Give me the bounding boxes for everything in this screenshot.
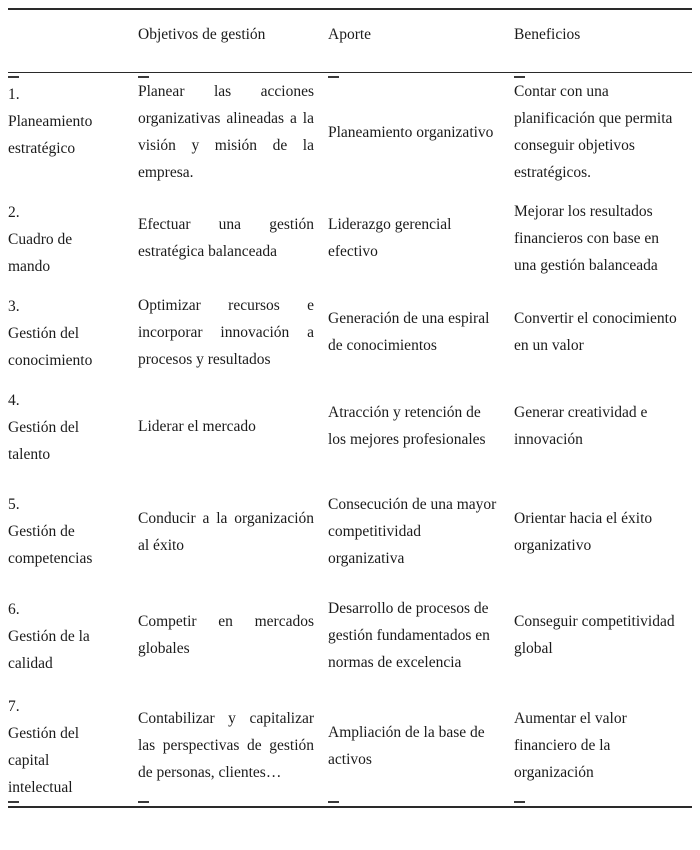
cell-beneficios: Aumentar el valor financiero de la organización: [514, 685, 692, 807]
cell-beneficios: Orientar hacia el éxito organizativo: [514, 509, 653, 554]
cell-beneficios: Contar con una planificación que permita conseguir objetivos estratégicos.: [514, 83, 673, 181]
cell-beneficios: Conseguir competitividad global: [514, 613, 675, 657]
cell-objetivos: Efectuar una gestión estratégica balanceada: [138, 216, 314, 260]
table-row: [8, 379, 692, 473]
cell-beneficios: Mejorar los resultados financieros con base en una gestión balanceada: [514, 202, 660, 274]
cell-objetivos: Planear las acciones organizativas alineadas a la visión y misión de la empresa.: [138, 83, 314, 181]
cell-aporte: Ampliación de la base de activos: [328, 685, 514, 807]
cell-item: [8, 73, 138, 192]
table-row: [8, 285, 692, 379]
cell-objetivos: Liderar el mercado: [138, 417, 256, 435]
cell-aporte: Generación de una espiral de conocimientos: [328, 310, 490, 354]
management-approaches-table: [8, 8, 692, 808]
row-number: 5.: [8, 496, 20, 513]
header-beneficios: Beneficios: [514, 9, 692, 73]
row-number: 7.: [8, 698, 20, 715]
cell-beneficios: Convertir el conocimiento en un valor: [514, 310, 677, 354]
header-aporte: Aporte: [328, 9, 514, 73]
table-body: [8, 73, 692, 808]
table-row: [8, 473, 692, 588]
table-row: [8, 685, 692, 807]
cell-objetivos: Optimizar recursos e incorporar innovación a procesos y resultados: [138, 296, 314, 368]
row-name: Gestión de la calidad: [8, 628, 90, 672]
cell-beneficios: Generar creatividad e innovación: [514, 404, 648, 448]
cell-aporte: Liderazgo gerencial efectivo: [328, 216, 452, 260]
table-header: [8, 9, 692, 73]
row-number: 2.: [8, 204, 20, 221]
row-number: 1.: [8, 86, 20, 103]
row-number: 6.: [8, 601, 20, 618]
cell-aporte: Consecución de una mayor competitividad organizativa: [328, 496, 497, 567]
header-row: [8, 9, 692, 73]
cell-aporte: Planeamiento organizativo: [328, 123, 494, 141]
cell-objetivos: Competir en mercados globales: [138, 613, 314, 657]
header-objetivos: Objetivos de gestión: [138, 9, 328, 73]
row-name: Cuadro de mando: [8, 231, 73, 275]
row-number: 3.: [8, 298, 20, 315]
row-name: Gestión del conocimiento: [8, 325, 93, 369]
cell-objetivos: Conducir a la organización al éxito: [138, 509, 314, 554]
cell-aporte: Atracción y retención de los mejores profesionales: [328, 404, 486, 448]
cell-item: [8, 285, 138, 379]
header-item-column: [8, 9, 138, 73]
table-row: [8, 73, 692, 192]
cell-item: [8, 473, 138, 588]
cell-aporte: Desarrollo de procesos de gestión fundamentados en normas de excelencia: [328, 599, 490, 671]
cell-item: [8, 379, 138, 473]
table-row: [8, 191, 692, 285]
row-name: Planeamiento estratégico: [8, 113, 93, 157]
cell-objetivos: Contabilizar y capitalizar las perspectivas de gestión de personas, clientes…: [138, 685, 328, 807]
row-name: Gestión del capital intelectual: [8, 725, 80, 796]
row-number: 4.: [8, 392, 20, 409]
row-name: Gestión de competencias: [8, 523, 93, 567]
cell-item: [8, 588, 138, 685]
cell-item: [8, 191, 138, 285]
cell-item: [8, 685, 138, 807]
table-row: [8, 588, 692, 685]
row-name: Gestión del talento: [8, 419, 80, 463]
